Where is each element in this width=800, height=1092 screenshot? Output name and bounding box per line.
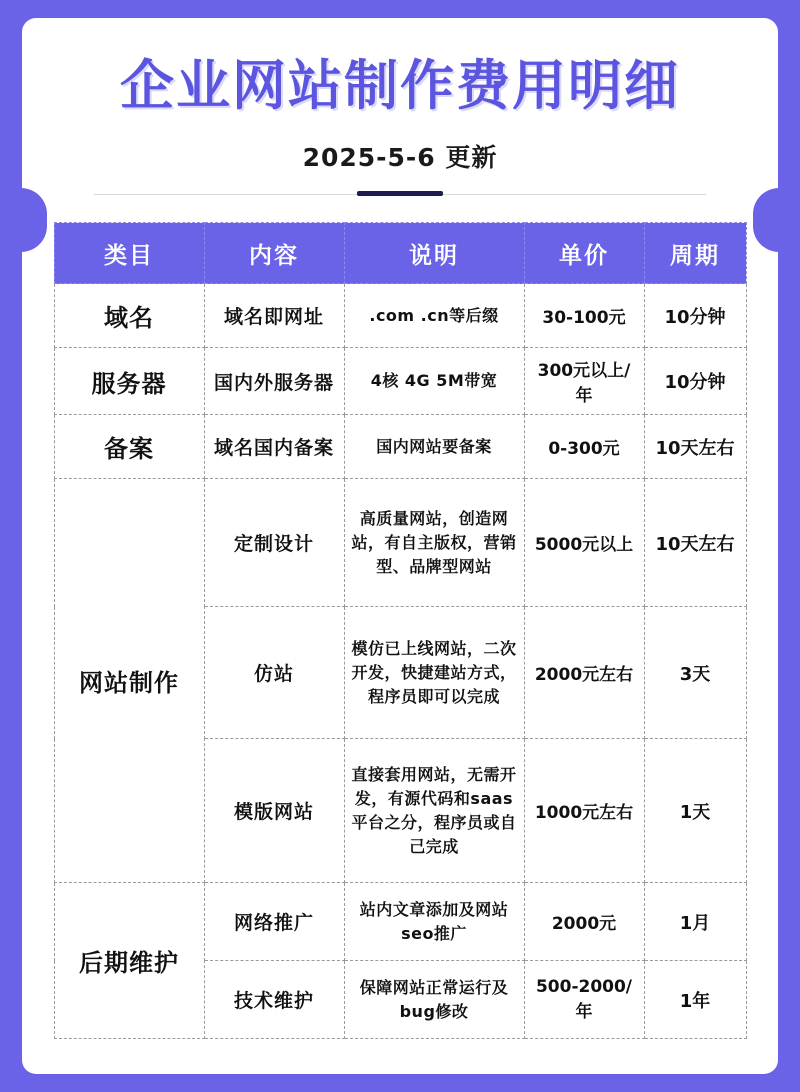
cell-price: 30-100元 [524, 284, 644, 348]
cell-cycle: 1天 [644, 739, 746, 883]
table-row [54, 284, 746, 348]
cell-desc: .com .cn等后缀 [344, 284, 524, 348]
cell-category: 域名 [54, 284, 204, 348]
cell-item: 网络推广 [204, 883, 344, 961]
cell-desc: 国内网站要备案 [344, 415, 524, 479]
cell-item: 仿站 [204, 607, 344, 739]
cell-cycle: 10分钟 [644, 348, 746, 415]
page-title: 企业网站制作费用明细 [120, 54, 680, 117]
table-header-price: 单价 [524, 223, 644, 284]
table-row [54, 348, 746, 415]
table-header-item: 内容 [204, 223, 344, 284]
table-header-row [54, 223, 746, 284]
table-row [54, 415, 746, 479]
cell-desc: 站内文章添加及网站seo推广 [344, 883, 524, 961]
cell-cycle: 1年 [644, 961, 746, 1039]
cell-item: 模版网站 [204, 739, 344, 883]
cell-price: 2000元 [524, 883, 644, 961]
cell-price: 0-300元 [524, 415, 644, 479]
cell-item: 定制设计 [204, 479, 344, 607]
cell-desc: 直接套用网站，无需开发，有源代码和saas平台之分，程序员或自己完成 [344, 739, 524, 883]
price-table [54, 222, 747, 1039]
cell-cycle: 10天左右 [644, 415, 746, 479]
cell-cycle: 10天左右 [644, 479, 746, 607]
cell-cycle: 1月 [644, 883, 746, 961]
cell-cycle: 3天 [644, 607, 746, 739]
cell-price: 500-2000/年 [524, 961, 644, 1039]
table-row [54, 479, 746, 607]
cell-category: 备案 [54, 415, 204, 479]
cell-category-group-maintenance: 后期维护 [54, 883, 204, 1039]
cell-price: 2000元左右 [524, 607, 644, 739]
decorative-notch-right [753, 188, 778, 252]
title-divider [52, 190, 748, 200]
cell-price: 300元以上/年 [524, 348, 644, 415]
cell-price: 5000元以上 [524, 479, 644, 607]
cell-item: 技术维护 [204, 961, 344, 1039]
cell-category-group-production: 网站制作 [54, 479, 204, 883]
cell-item: 国内外服务器 [204, 348, 344, 415]
page-subtitle: 2025-5-6 更新 [302, 143, 498, 173]
cell-desc: 保障网站正常运行及bug修改 [344, 961, 524, 1039]
divider-accent [357, 191, 443, 196]
cell-cycle: 10分钟 [644, 284, 746, 348]
table-header-desc: 说明 [344, 223, 524, 284]
table-header-cycle: 周期 [644, 223, 746, 284]
cell-desc: 模仿已上线网站，二次开发，快捷建站方式，程序员即可以完成 [344, 607, 524, 739]
table-row [54, 883, 746, 961]
cell-desc: 高质量网站，创造网站，有自主版权，营销型、品牌型网站 [344, 479, 524, 607]
poster-card [22, 18, 778, 1074]
table-header-category: 类目 [54, 223, 204, 284]
cell-item: 域名国内备案 [204, 415, 344, 479]
cell-item: 域名即网址 [204, 284, 344, 348]
decorative-notch-left [22, 188, 47, 252]
cell-price: 1000元左右 [524, 739, 644, 883]
cell-category: 服务器 [54, 348, 204, 415]
cell-desc: 4核 4G 5M带宽 [344, 348, 524, 415]
